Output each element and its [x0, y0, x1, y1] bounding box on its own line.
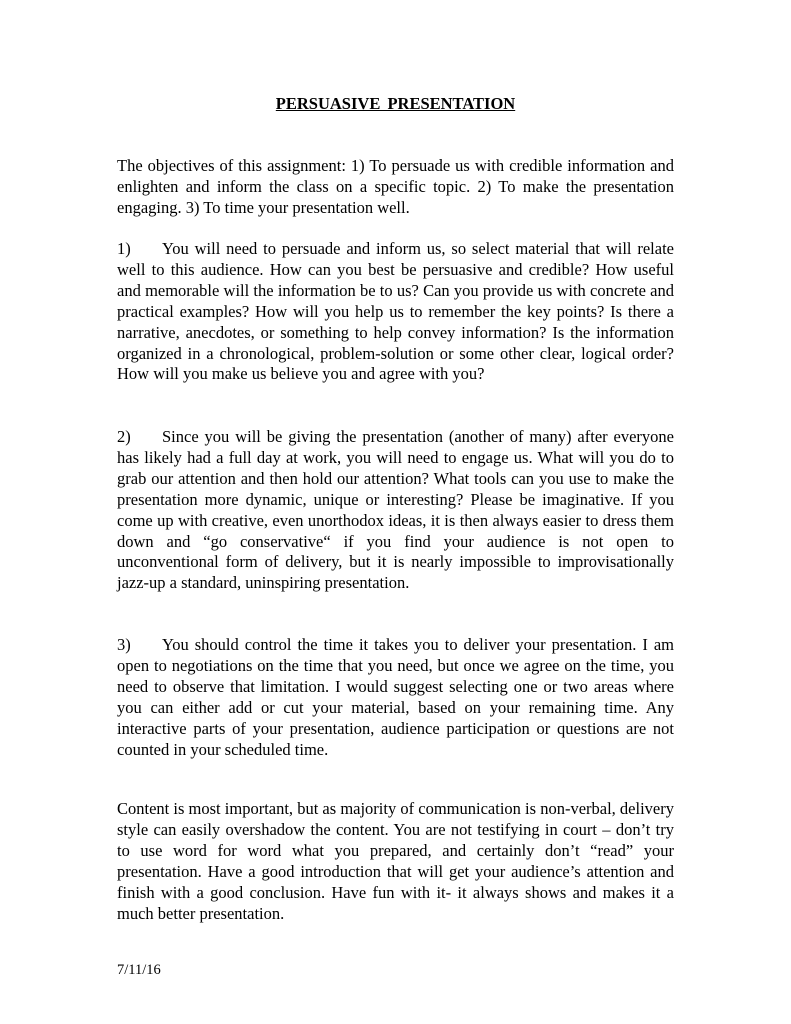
objective-item-3 — [117, 635, 674, 760]
document-title: PERSUASIVE PRESENTATION — [275, 94, 516, 113]
footer-date: 7/11/16 — [117, 962, 161, 978]
item-text: Since you will be giving the presentation (another of many) after everyone has likely had a full day at work, you will need to engage us. What will you do to grab our attention and then hold our attention? What tools can you use to make the presentation more dynamic, unique or interesting? Please be imaginative. If you come up with creative, even unorthodox ideas, it is then always easier to dress them down and “go conservative“ if you find your audience is not open to unconventional form of delivery, but it is nearly impossible to improvisationally jazz-up a standard, uninspiring presentation. — [117, 427, 674, 593]
item-text: You will need to persuade and inform us, so select material that will relate well to this audience. How can you best be persuasive and credible? How useful and memorable will the information be to us? Can you provide us with concrete and practical examples? How will you help us to remember the key points? Is there a narrative, anecdotes, or something to help convey information? Is the information organized in a chronological, problem-solution or some other clear, logical order? How will you make us believe you and agree with you? — [117, 239, 674, 384]
item-number: 1) — [117, 239, 131, 258]
item-number: 3) — [117, 635, 131, 654]
intro-paragraph: The objectives of this assignment: 1) To persuade us with credible information and enlighten and inform the class on a specific topic. 2) To make the presentation engaging. 3) To time your presentation well. — [117, 156, 674, 217]
closing-paragraph: Content is most important, but as majority of communication is non-verbal, delivery style can easily overshadow the content. You are not testifying in court – don’t try to use word for word what you prepared, and certainly don’t “read” your presentation. Have a good introduction that will get your audience’s attention and finish with a good conclusion. Have fun with it- it always shows and makes it a much better presentation. — [117, 799, 674, 923]
item-number: 2) — [117, 427, 131, 446]
item-text: You should control the time it takes you to deliver your presentation. I am open to negotiations on the time that you need, but once we agree on the time, you need to observe that limitation. I would suggest selecting one or two areas where you can either add or cut your material, based on your remaining time. Any interactive parts of your presentation, audience participation or questions are not counted in your scheduled time. — [117, 635, 674, 759]
objective-item-2 — [117, 427, 674, 594]
objective-item-1 — [117, 239, 674, 385]
